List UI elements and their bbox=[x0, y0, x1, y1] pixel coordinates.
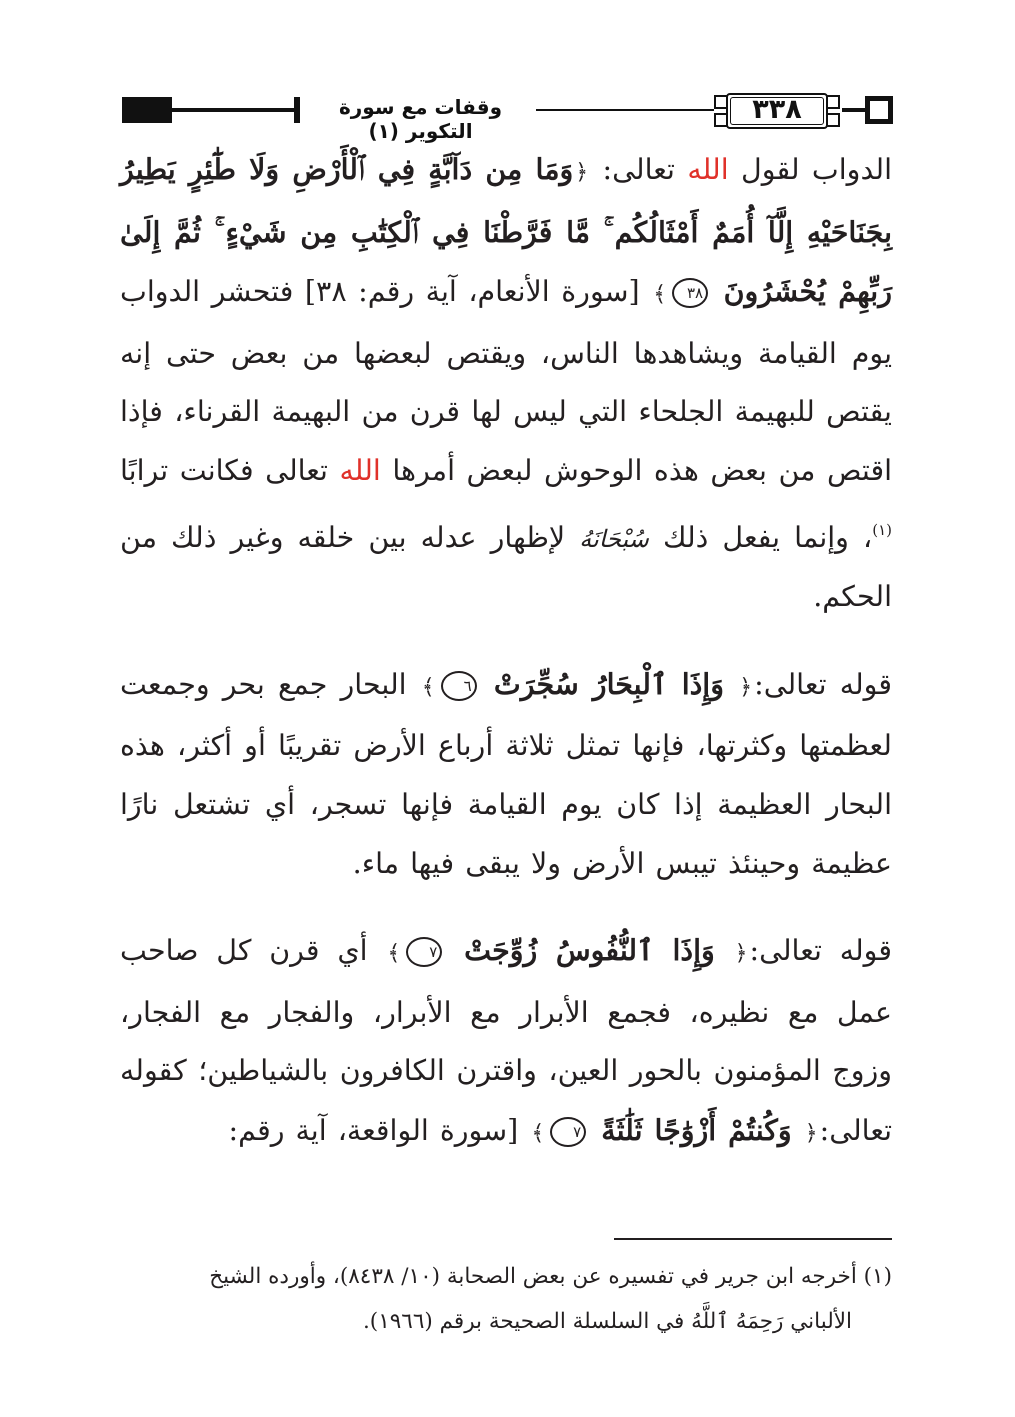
header-rule-left bbox=[172, 108, 294, 112]
text: [سورة الأنعام، آية رقم: ٣٨] فتحشر الدواب يوم القيامة ويشاهدها الناس، ويقتص لبعضها من بعض حتى إنه يقتص للبهيمة الجلحاء التي ليس لها قرن من البهيمة القرناء، فإذا اقتص من بعض هذه الوحوش لبعض أمرها bbox=[120, 275, 893, 487]
quran-open-bracket: ﴿ bbox=[575, 160, 589, 185]
footnote-separator bbox=[614, 1238, 892, 1240]
quran-close-bracket: ﴾ bbox=[387, 941, 401, 967]
quran-open-bracket: ﴿ bbox=[734, 941, 748, 967]
text: قوله تعالى: bbox=[749, 934, 893, 968]
footnote-1-continued: الألباني رَحِمَهُ ٱللَّهُ في السلسلة الصحيحة برقم (١٩٦٦). bbox=[362, 1309, 852, 1334]
text: الدواب لقول bbox=[741, 153, 893, 186]
footnotes bbox=[120, 1254, 892, 1344]
quran-open-bracket: ﴿ bbox=[804, 1120, 818, 1146]
chapter-title: وقفات مع سورة التكوير (١) bbox=[308, 95, 533, 143]
ayah-number-marker: ٣٨ bbox=[672, 278, 708, 308]
quran-open-bracket: ﴿ bbox=[739, 674, 753, 700]
paragraph-2 bbox=[120, 655, 892, 893]
text: البحار جمع بحر وجمعت لعظمتها وكثرتها، فإنها تمثل ثلاثة أرباع الأرض تقريبًا أو أكثر، هذه البحار العظيمة إذا كان يوم القيامة فإنها تسجر، أي تشتعل نارًا عظيمة وحينئذ تيبس الأرض ولا يبقى فيها ماء. bbox=[120, 667, 892, 880]
quran-close-bracket: ﴾ bbox=[653, 282, 667, 308]
ayah-number-marker: ٧ bbox=[550, 1117, 586, 1147]
main-text bbox=[120, 140, 892, 1164]
quran-verse: وَكُنتُمْ أَزْوَٰجًا ثَلَٰثَةً bbox=[601, 1112, 792, 1147]
allah-word: الله bbox=[687, 153, 729, 186]
ayah-number-marker: ٦ bbox=[441, 671, 477, 701]
page-number-frame bbox=[712, 93, 842, 129]
header-rule-right bbox=[842, 108, 867, 112]
page-header bbox=[122, 92, 893, 143]
text: أي قرن كل صاحب عمل مع نظيره، فجمع الأبرار مع الأبرار، والفجار مع الفجار، وزوج المؤمنون بالحور العين، واقترن الكافرون بالشياطين؛ كقوله تعالى: bbox=[120, 934, 892, 1147]
quran-verse: وَإِذَا ٱلْبِحَارُ سُجِّرَتْ bbox=[493, 666, 724, 701]
quran-verse: وَإِذَا ٱلنُّفُوسُ زُوِّجَتْ bbox=[464, 933, 715, 968]
quran-verse: وَمَا مِن دَآبَّةٍ فِي ٱلْأَرْضِ وَلَا طَٰٓئِرٍ يَطِيرُ بِجَنَاحَيْهِ إِلَّآ أُمَمٌ أَمْثَالُكُم ۚ مَّا فَرَّطْنَا فِي ٱلْكِتَٰبِ مِن شَيْءٍ ۚ ثُمَّ إِلَىٰ رَبِّهِمْ يُحْشَرُونَ bbox=[120, 152, 892, 309]
paragraph-3 bbox=[120, 921, 892, 1163]
footnote-1: (١) أخرجه ابن جرير في تفسيره عن بعض الصحابة (١٠/ ٨٤٣٨)، وأورده الشيخ bbox=[209, 1264, 892, 1289]
honorific-glyph: سُبْحَانَهُ bbox=[579, 524, 649, 553]
header-ornament-block bbox=[122, 97, 172, 123]
paragraph-1 bbox=[120, 140, 892, 627]
header-bar-left bbox=[294, 97, 300, 123]
text: [سورة الواقعة، آية رقم: bbox=[228, 1113, 519, 1147]
text: قوله تعالى: bbox=[754, 667, 893, 701]
text: تعالى فكانت ترابًا bbox=[120, 453, 328, 487]
quran-close-bracket: ﴾ bbox=[531, 1120, 545, 1146]
header-rule-middle bbox=[536, 109, 714, 111]
text: تعالى: bbox=[602, 153, 675, 186]
footnote-reference[interactable]: (١) bbox=[872, 520, 892, 539]
text: ، وإنما يفعل ذلك bbox=[662, 520, 873, 554]
allah-word: الله bbox=[339, 453, 381, 487]
quran-close-bracket: ﴾ bbox=[421, 674, 435, 700]
ayah-number-marker: ٧ bbox=[406, 937, 442, 967]
text: لإظهار عدله بين خلقه وغير ذلك من الحكم. bbox=[120, 520, 892, 614]
page-number: ٣٣٨ bbox=[752, 94, 802, 125]
header-ornament-square bbox=[865, 96, 893, 124]
